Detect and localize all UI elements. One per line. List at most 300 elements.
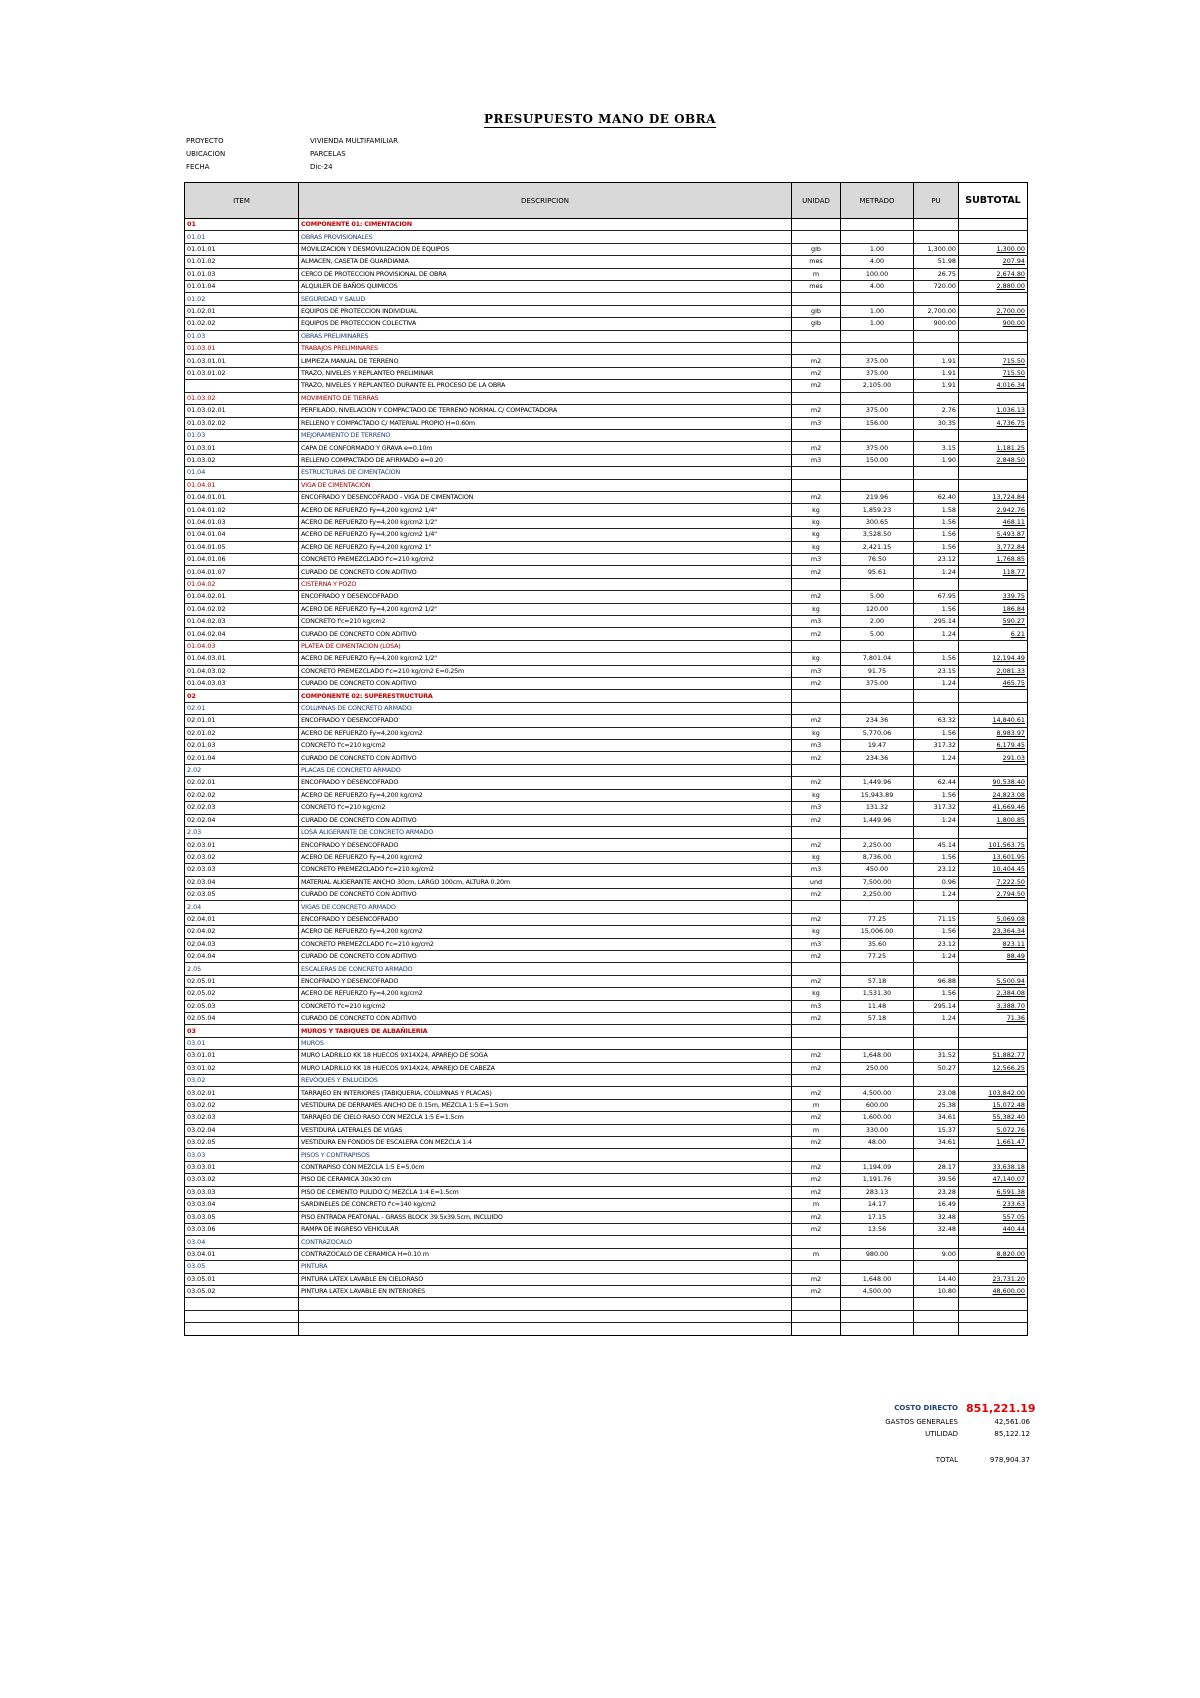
unit-cell: m2 [792,1223,841,1235]
metrado-cell [841,963,914,975]
description-cell: CONCRETO f'c=210 kg/cm2 [299,740,792,752]
item-cell: 03.03.02 [185,1174,299,1186]
pu-cell: 1.56 [914,603,959,615]
pu-cell [914,690,959,702]
table-row [185,1161,1028,1173]
metrado-cell [841,1323,914,1335]
metrado-cell: 77.25 [841,950,914,962]
item-cell [185,1298,299,1310]
metrado-cell: 5,770.06 [841,727,914,739]
description-cell: ALQUILER DE BAÑOS QUIMICOS [299,281,792,293]
pu-cell: 34.61 [914,1112,959,1124]
pu-cell: 0.96 [914,876,959,888]
description-cell: ACERO DE REFUERZO Fy=4,200 kg/cm2 1/2" [299,516,792,528]
description-cell: ESCALERAS DE CONCRETO ARMADO [299,963,792,975]
pu-cell: 23.12 [914,864,959,876]
subtotal-cell [959,330,1028,342]
item-cell: 01.04.03.03 [185,678,299,690]
item-cell: 01.02 [185,293,299,305]
subtotal-cell: 440.44 [959,1223,1028,1235]
description-cell: ENCOFRADO Y DESENCOFRADO [299,591,792,603]
unit-cell: m2 [792,367,841,379]
metrado-cell: 91.75 [841,665,914,677]
section-row [185,963,1028,975]
table-row [185,553,1028,565]
unit-cell [792,1310,841,1322]
table-row [185,1223,1028,1235]
blank-row [185,1310,1028,1322]
pu-cell: 2,700.00 [914,305,959,317]
description-cell: PLACAS DE CONCRETO ARMADO [299,764,792,776]
section-row [185,343,1028,355]
description-cell: VESTIDURA LATERALES DE VIGAS [299,1124,792,1136]
pu-cell [914,901,959,913]
pu-cell: 1.24 [914,1013,959,1025]
description-cell: ACERO DE REFUERZO Fy=4,200 kg/cm2 [299,988,792,1000]
description-cell: CURADO DE CONCRETO CON ADITIVO [299,566,792,578]
unit-cell: mes [792,256,841,268]
subtotal-cell: 90,538.40 [959,777,1028,789]
item-cell: 01.01 [185,231,299,243]
section-row [185,702,1028,714]
table-row [185,926,1028,938]
section-row [185,1025,1028,1037]
pu-cell: 45.14 [914,839,959,851]
item-cell: 01.04.01.05 [185,541,299,553]
metrado-cell: 95.61 [841,566,914,578]
unit-cell [792,640,841,652]
pu-cell: 23.08 [914,1087,959,1099]
unit-cell: m2 [792,628,841,640]
metrado-cell: 1,859.23 [841,504,914,516]
description-cell [299,1323,792,1335]
description-cell: ENCOFRADO Y DESENCOFRADO [299,975,792,987]
pu-cell: 28.17 [914,1161,959,1173]
table-row [185,789,1028,801]
item-cell: 02.02.02 [185,789,299,801]
pu-cell: 16.49 [914,1199,959,1211]
subtotal-cell: 3,772.84 [959,541,1028,553]
item-cell: 03.03.04 [185,1199,299,1211]
item-cell [185,1310,299,1322]
item-cell: 01.03 [185,429,299,441]
subtotal-cell: 47,140.07 [959,1174,1028,1186]
item-cell: 02.03.01 [185,839,299,851]
pu-cell: 1.24 [914,814,959,826]
subtotal-cell: 2,674.80 [959,268,1028,280]
subtotal-cell: 71.36 [959,1013,1028,1025]
description-cell: PERFILADO, NIVELACION Y COMPACTADO DE TERRENO NORMAL C/ COMPACTADORA [299,405,792,417]
description-cell: MOVIMIENTO DE TIERRAS [299,392,792,404]
description-cell: TARRAJEO DE CIELO RASO CON MEZCLA 1:5 E=1.5cm [299,1112,792,1124]
gastos-generales-label: GASTOS GENERALES [885,1418,958,1426]
section-row [185,467,1028,479]
item-cell: 02.03.04 [185,876,299,888]
metrado-cell: 77.25 [841,913,914,925]
pu-cell: 1.24 [914,888,959,900]
unit-cell [792,826,841,838]
metrado-cell: 300.65 [841,516,914,528]
pu-cell [914,343,959,355]
unit-cell: m2 [792,1186,841,1198]
description-cell: TARRAJEO EN INTERIORES (TABIQUERIA, COLUMNAS Y PLACAS) [299,1087,792,1099]
metrado-cell: 1,194.09 [841,1161,914,1173]
description-cell: LIMPIEZA MANUAL DE TERRENO [299,355,792,367]
description-cell: ACERO DE REFUERZO Fy=4,200 kg/cm2 1/4" [299,504,792,516]
pu-cell: 2.76 [914,405,959,417]
metrado-cell: 14.17 [841,1199,914,1211]
pu-cell [914,1261,959,1273]
item-cell: 03.02 [185,1075,299,1087]
pu-cell [914,826,959,838]
table-row [185,1273,1028,1285]
item-cell: 01.04.02.01 [185,591,299,603]
description-cell: TRABAJOS PRELIMINARES [299,343,792,355]
item-cell: 01 [185,219,299,231]
table-row [185,616,1028,628]
item-cell: 2.03 [185,826,299,838]
item-cell: 01.03.02 [185,392,299,404]
metrado-cell: 250.00 [841,1062,914,1074]
item-cell: 02.01.02 [185,727,299,739]
item-cell: 03.03 [185,1149,299,1161]
table-row [185,777,1028,789]
metrado-cell: 980.00 [841,1248,914,1260]
table-row [185,529,1028,541]
description-cell: CONCRETO PREMEZCLADO f'c=210 kg/cm2 [299,938,792,950]
unit-cell: m3 [792,616,841,628]
description-cell: RELLENO COMPACTADO DE AFIRMADO e=0.20 [299,454,792,466]
subtotal-cell [959,219,1028,231]
unit-cell: m2 [792,1062,841,1074]
description-cell: ACERO DE REFUERZO Fy=4,200 kg/cm2 1" [299,541,792,553]
description-cell: CONCRETO PREMEZCLADO f'c=210 kg/cm2 [299,864,792,876]
subtotal-cell [959,1261,1028,1273]
subtotal-cell: 10,404.45 [959,864,1028,876]
metrado-cell: 375.00 [841,367,914,379]
item-cell: 03.04.01 [185,1248,299,1260]
utilidad-row [838,1428,1030,1441]
table-row [185,628,1028,640]
metrado-cell [841,1310,914,1322]
table-row [185,1137,1028,1149]
item-cell: 01.03.01 [185,343,299,355]
table-row [185,380,1028,392]
item-cell: 01.04.01.01 [185,491,299,503]
metrado-cell: 375.00 [841,405,914,417]
metrado-cell: 120.00 [841,603,914,615]
pu-cell: 96.88 [914,975,959,987]
unit-cell: m2 [792,1112,841,1124]
pu-cell: 25.38 [914,1099,959,1111]
subtotal-cell [959,467,1028,479]
pu-cell [914,1075,959,1087]
subtotal-cell: 715.50 [959,367,1028,379]
description-cell: EQUIPOS DE PROTECCION INDIVIDUAL [299,305,792,317]
item-cell: 02.05.03 [185,1000,299,1012]
table-row [185,876,1028,888]
table-body [185,219,1028,1336]
subtotal-cell: 14,840.61 [959,715,1028,727]
metrado-cell: 15,943.89 [841,789,914,801]
description-cell: LOSA ALIGERANTE DE CONCRETO ARMADO [299,826,792,838]
item-cell: 01.04.02.04 [185,628,299,640]
subtotal-cell [959,231,1028,243]
unit-cell: m2 [792,1161,841,1173]
table-row [185,1285,1028,1297]
pu-cell: 1.24 [914,628,959,640]
project-info-row [186,135,398,148]
subtotal-cell [959,963,1028,975]
subtotal-cell: 2,081.33 [959,665,1028,677]
subtotal-cell [959,826,1028,838]
pu-cell: 26.75 [914,268,959,280]
table-row [185,281,1028,293]
subtotal-cell: 13,601.95 [959,851,1028,863]
metrado-cell: 8,736.00 [841,851,914,863]
unit-cell: m3 [792,938,841,950]
pu-cell: 1.90 [914,454,959,466]
description-cell: OBRAS PRELIMINARES [299,330,792,342]
description-cell: CURADO DE CONCRETO CON ADITIVO [299,888,792,900]
table-row [185,653,1028,665]
budget-table [184,182,1028,1336]
description-cell: REVOQUES Y ENLUCIDOS [299,1075,792,1087]
metrado-cell [841,219,914,231]
unit-cell: kg [792,653,841,665]
description-cell: CURADO DE CONCRETO CON ADITIVO [299,814,792,826]
header-pu: PU [914,183,959,219]
description-cell: EQUIPOS DE PROTECCION COLECTIVA [299,318,792,330]
description-cell: CONTRAPISO CON MEZCLA 1:5 E=5.0cm [299,1161,792,1173]
section-row [185,690,1028,702]
subtotal-cell: 6.21 [959,628,1028,640]
pu-cell: 1.91 [914,367,959,379]
table-row [185,839,1028,851]
pu-cell [914,293,959,305]
description-cell: PINTURA LATEX LAVABLE EN INTERIORES [299,1285,792,1297]
pu-cell: 1.56 [914,727,959,739]
pu-cell: 317.32 [914,802,959,814]
unit-cell [792,578,841,590]
table-row [185,516,1028,528]
section-row [185,219,1028,231]
pu-cell: 1.56 [914,988,959,1000]
description-cell: PISO DE CERAMICA 30x30 cm [299,1174,792,1186]
description-cell: ACERO DE REFUERZO Fy=4,200 kg/cm2 1/2" [299,653,792,665]
subtotal-cell: 1,768.85 [959,553,1028,565]
subtotal-cell: 2,700.00 [959,305,1028,317]
metrado-cell [841,479,914,491]
pu-cell [914,963,959,975]
pu-cell: 51.98 [914,256,959,268]
subtotal-cell: 468.11 [959,516,1028,528]
document-title: PRESUPUESTO MANO DE OBRA [484,112,716,126]
table-row [185,727,1028,739]
metrado-cell: 11.48 [841,1000,914,1012]
metrado-cell [841,1025,914,1037]
metrado-cell: 1,449.96 [841,777,914,789]
pu-cell: 31.52 [914,1050,959,1062]
description-cell: CURADO DE CONCRETO CON ADITIVO [299,950,792,962]
description-cell: CERCO DE PROTECCION PROVISIONAL DE OBRA [299,268,792,280]
metrado-cell: 234.36 [841,752,914,764]
description-cell: ESTRUCTURAS DE CIMENTACION [299,467,792,479]
pu-cell [914,479,959,491]
unit-cell: m2 [792,1013,841,1025]
description-cell: ACERO DE REFUERZO Fy=4,200 kg/cm2 [299,727,792,739]
item-cell: 03.03.06 [185,1223,299,1235]
unit-cell: kg [792,988,841,1000]
pu-cell: 63.32 [914,715,959,727]
project-info-value: Dic-24 [310,163,333,171]
item-cell: 02.01 [185,702,299,714]
item-cell: 02.03.05 [185,888,299,900]
description-cell: CONTRAZOCALO [299,1236,792,1248]
unit-cell [792,1298,841,1310]
pu-cell: 295.14 [914,616,959,628]
section-row [185,578,1028,590]
costo-directo-value: 851,221.19 [966,1402,1036,1415]
metrado-cell: 375.00 [841,442,914,454]
item-cell [185,1323,299,1335]
item-cell: 01.01.04 [185,281,299,293]
subtotal-cell [959,1149,1028,1161]
subtotal-cell: 12,194.49 [959,653,1028,665]
metrado-cell: 35.60 [841,938,914,950]
unit-cell [792,901,841,913]
item-cell: 02.03.03 [185,864,299,876]
item-cell: 03.05.02 [185,1285,299,1297]
pu-cell: 1.24 [914,678,959,690]
description-cell: MURO LADRILLO KK 18 HUECOS 9X14X24, APAREJO DE CABEZA [299,1062,792,1074]
subtotal-cell: 186.84 [959,603,1028,615]
description-cell: PLATEA DE CIMENTACION (LOSA) [299,640,792,652]
item-cell: 03.01.01 [185,1050,299,1062]
subtotal-cell: 103,842.00 [959,1087,1028,1099]
subtotal-cell [959,429,1028,441]
table-row [185,802,1028,814]
description-cell: SARDINELES DE CONCRETO f'c=140 kg/cm2 [299,1199,792,1211]
subtotal-cell: 557.05 [959,1211,1028,1223]
table-row [185,491,1028,503]
project-info [186,135,398,174]
metrado-cell: 1,648.00 [841,1050,914,1062]
unit-cell: m [792,1199,841,1211]
table-row [185,268,1028,280]
subtotal-cell [959,1298,1028,1310]
table-row [185,864,1028,876]
subtotal-cell: 15,072.48 [959,1099,1028,1111]
metrado-cell: 76.50 [841,553,914,565]
description-cell: CISTERNA Y POZO [299,578,792,590]
description-cell: MUROS Y TABIQUES DE ALBAÑILERIA [299,1025,792,1037]
description-cell: CURADO DE CONCRETO CON ADITIVO [299,628,792,640]
metrado-cell [841,901,914,913]
description-cell: VIGA DE CIMENTACION [299,479,792,491]
project-info-row [186,148,398,161]
metrado-cell: 5.00 [841,591,914,603]
unit-cell: m2 [792,1087,841,1099]
item-cell: 01.03.01 [185,442,299,454]
metrado-cell [841,764,914,776]
metrado-cell: 19.47 [841,740,914,752]
unit-cell: kg [792,504,841,516]
section-row [185,764,1028,776]
item-cell: 01.03.01.02 [185,367,299,379]
unit-cell: mes [792,281,841,293]
costo-directo-row [838,1402,1036,1415]
subtotal-cell: 823.11 [959,938,1028,950]
description-cell: MUROS [299,1037,792,1049]
pu-cell: 62.44 [914,777,959,789]
table-row [185,1112,1028,1124]
pu-cell: 23.12 [914,938,959,950]
description-cell: MEJORAMIENTO DE TERRENO [299,429,792,441]
description-cell [299,1310,792,1322]
project-info-key: UBICACION [186,150,226,158]
pu-cell: 720.00 [914,281,959,293]
pu-cell: 62.40 [914,491,959,503]
unit-cell [792,231,841,243]
budget-sheet [184,182,1027,1336]
subtotal-cell: 24,823.08 [959,789,1028,801]
subtotal-cell [959,1323,1028,1335]
unit-cell: m [792,1124,841,1136]
subtotal-cell: 118.77 [959,566,1028,578]
metrado-cell: 1.00 [841,305,914,317]
pu-cell [914,1236,959,1248]
table-row [185,541,1028,553]
unit-cell: m2 [792,1211,841,1223]
subtotal-cell: 33,638.18 [959,1161,1028,1173]
subtotal-cell [959,1037,1028,1049]
table-row [185,1199,1028,1211]
item-cell: 01.03 [185,330,299,342]
subtotal-cell: 51,882.77 [959,1050,1028,1062]
unit-cell: glb [792,318,841,330]
unit-cell [792,1236,841,1248]
blank-row [185,1323,1028,1335]
subtotal-cell: 23,364.34 [959,926,1028,938]
unit-cell [792,467,841,479]
pu-cell: 1.56 [914,653,959,665]
subtotal-cell: 2,848.50 [959,454,1028,466]
pu-cell [914,1037,959,1049]
unit-cell [792,293,841,305]
description-cell: CONCRETO PREMEZCLADO f'c=210 kg/cm2 E=0.25m [299,665,792,677]
table-row [185,305,1028,317]
item-cell: 01.04.02 [185,578,299,590]
item-cell: 02.04.01 [185,913,299,925]
unit-cell: m2 [792,1174,841,1186]
metrado-cell [841,392,914,404]
item-cell: 03 [185,1025,299,1037]
table-row [185,752,1028,764]
unit-cell [792,392,841,404]
table-row [185,851,1028,863]
pu-cell: 30.35 [914,417,959,429]
pu-cell: 23.28 [914,1186,959,1198]
unit-cell: m2 [792,355,841,367]
metrado-cell: 57.18 [841,975,914,987]
pu-cell: 1.56 [914,516,959,528]
pu-cell: 3.15 [914,442,959,454]
subtotal-cell [959,690,1028,702]
metrado-cell: 1,449.96 [841,814,914,826]
pu-cell: 1.56 [914,529,959,541]
description-cell: ALMACEN, CASETA DE GUARDIANIA [299,256,792,268]
